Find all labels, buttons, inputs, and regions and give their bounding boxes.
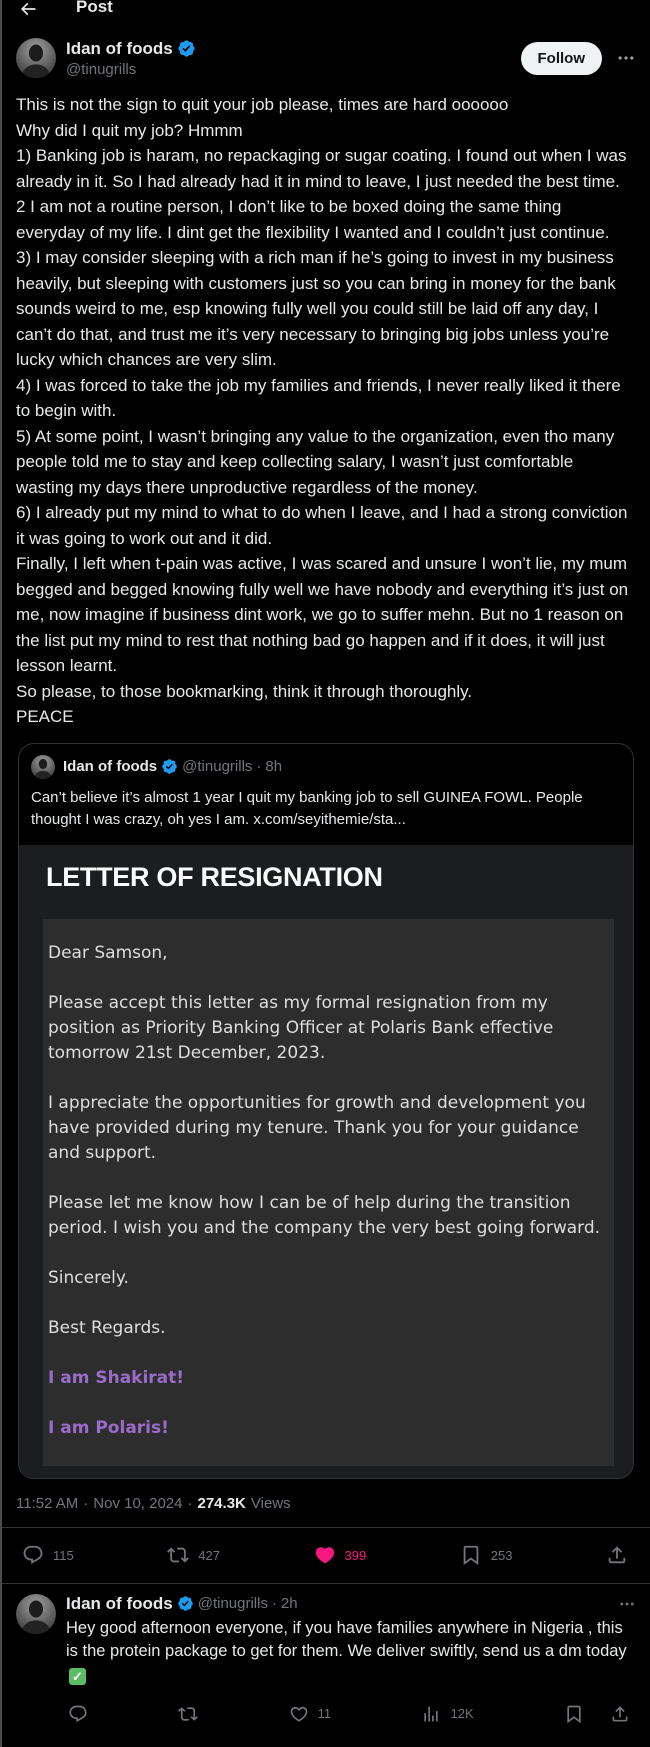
author-handle[interactable]: @tinugrills [66,60,137,78]
back-arrow-icon [18,0,38,19]
bookmark-count: 253 [490,1547,513,1563]
text-line: Dear Samson, [48,942,168,963]
resignation-letter-image[interactable] [19,845,633,1478]
reply-timestamp: 2h [280,1595,298,1612]
like-count: 399 [344,1547,367,1563]
reply-text: Hey good afternoon everyone, if you have families anywhere in Nigeria , this is the protein package to get for them. We deliver swiftly, send us a dm today✓ [66,1618,627,1684]
repost-icon [178,1704,198,1724]
separator-dot: · [271,1595,277,1612]
like-count: 11 [317,1706,332,1721]
ellipsis-icon [618,1595,636,1613]
quoted-timestamp: 8h [265,758,283,775]
ellipsis-icon [616,48,636,68]
reply-icon [68,1704,88,1724]
share-icon [606,1544,628,1566]
bookmark-icon [460,1544,482,1566]
text-line: 2 I am not a routine person, I don’t like to be boxed doing the same thing everyday of my life. I dint get the flexibility I wanted and I couldn’t just continue. [16,197,610,242]
quoted-tweet-card[interactable] [18,743,634,1479]
bookmark-button[interactable] [460,1544,513,1566]
repost-button[interactable] [167,1544,220,1566]
avatar[interactable] [16,38,56,78]
analytics-bars-icon [421,1704,441,1724]
author-block[interactable] [66,39,521,78]
reply-action-bar [68,1696,636,1732]
text-line: 5) At some point, I wasn’t bringing any value to the organization, even tho many people told me to stay and keep collecting salary, I wasn’t just comfortable wasting my days there unproductive regardless of the money. [16,426,619,497]
reply-count: 115 [53,1547,74,1563]
tweet-text [0,78,650,730]
like-button[interactable] [289,1704,332,1724]
reply-button[interactable] [68,1704,88,1724]
text-line: Finally, I left when t-pain was active, I was scared and unsure I won’t lie, my mum begged and begged knowing fully well we have nobody and everything it’s just on me, now imagine if business dint work, we go to suffer mehn. But no 1 reason on the list put my mind to rest that nothing bad go happen and if it does, it will just lesson learnt. [16,554,633,675]
share-button[interactable] [610,1704,630,1724]
text-line: This is not the sign to quit your job please, times are hard oooooo [16,95,509,114]
text-line: 3) I may consider sleeping with a rich man if he’s going to invest in my business heavily, but sleeping with customers just so you can bring in money for the bank sounds weird to me, esp knowing fully well you could still be laid off any day, I can’t do that, and trust me it’s very necessary to bringing big jobs unless you’re lucky which chances are very slim. [16,248,621,369]
text-line: I am Polaris! [48,1417,169,1438]
letter-highlights [48,1366,604,1466]
heart-outline-icon [289,1704,309,1724]
separator-dot: · [187,1494,193,1512]
bookmark-icon [564,1704,584,1724]
views-button[interactable] [421,1704,473,1724]
person-silhouette-icon [16,38,56,78]
timestamp-row [0,1479,650,1512]
top-bar [0,0,650,24]
repost-count: 427 [198,1547,220,1563]
person-silhouette-icon [16,1594,56,1634]
text-line: I appreciate the opportunities for growth and development you have provided during my tenure. Thank you for your guidance and support. [48,1092,592,1163]
letter-paragraphs [48,941,604,1341]
quoted-avatar[interactable] [31,755,55,779]
verified-badge-icon [177,1595,194,1612]
separator-dot: · [83,1494,89,1512]
letter-body [43,919,614,1466]
date-posted: Nov 10, 2024 [93,1494,183,1512]
text-line: Please accept this letter as my formal resignation from my position as Priority Banking Officer at Polaris Bank effective tomorrow 21st December, 2023. [48,992,559,1063]
tweet-header [0,24,650,78]
share-button[interactable] [606,1544,628,1566]
back-button[interactable] [18,0,44,20]
text-line: 6) I already put my mind to what to do when I leave, and I had a strong conviction it was going to work out and it did. [16,503,633,548]
author-name[interactable]: Idan of foods [66,38,173,58]
reply-tweet[interactable] [0,1584,650,1732]
quoted-tweet-text: Can’t believe it’s almost 1 year I quit my banking job to sell GUINEA FOWL. People thought I was crazy, oh yes I am. x.com/seyithemie/sta... [31,788,583,828]
tweet-action-bar [0,1528,650,1583]
page-title: Post [76,0,113,16]
share-icon [610,1704,630,1724]
verified-badge-icon [161,758,178,775]
repost-button[interactable] [178,1704,198,1724]
letter-title: LETTER OF RESIGNATION [46,861,383,892]
text-line: I am Shakirat! [48,1367,185,1388]
text-line: Sincerely. [48,1267,129,1288]
heart-filled-icon [314,1544,336,1566]
text-line: So please, to those bookmarking, think it through thoroughly. [16,681,473,701]
separator-dot: · [256,758,262,775]
views-label: Views [250,1494,291,1512]
bookmark-button[interactable] [564,1704,584,1724]
text-line: 1) Banking job is haram, no repackaging or sugar coating. I found out when I was already in it. So I had already had it in mind to leave, I just needed the best time. [16,146,632,191]
reply-icon [22,1544,44,1566]
reply-author-handle[interactable]: @tinugrills [197,1595,268,1612]
check-mark-emoji: ✓ [69,1668,86,1685]
follow-button[interactable]: Follow [521,42,603,75]
quoted-tweet-header [19,744,633,779]
more-options-button[interactable] [616,48,636,68]
views-count: 274.3K [197,1494,246,1512]
reply-author-name[interactable]: Idan of foods [66,1593,173,1613]
screenshot-edge-artifact [0,0,2,1747]
repost-icon [167,1544,189,1566]
text-line: Please let me know how I can be of help during the transition period. I wish you and the company the very best going forward. [48,1192,601,1238]
text-line: Best Regards. [48,1317,166,1338]
like-button[interactable] [314,1544,367,1566]
reply-avatar[interactable] [16,1594,56,1634]
time-posted: 11:52 AM [16,1494,79,1512]
reply-button[interactable] [22,1544,74,1566]
text-line: 4) I was forced to take the job my families and friends, I never really liked it there to begin with. [16,375,626,420]
text-line: PEACE [16,707,74,726]
views-count: 12K [450,1706,474,1721]
quoted-author-name: Idan of foods [63,758,158,775]
verified-badge-icon [177,39,196,58]
person-silhouette-icon [31,755,55,779]
quoted-author-handle: @tinugrills [182,758,253,775]
text-line: Why did I quit my job? Hmmm [16,120,243,140]
more-options-button[interactable] [618,1595,636,1613]
